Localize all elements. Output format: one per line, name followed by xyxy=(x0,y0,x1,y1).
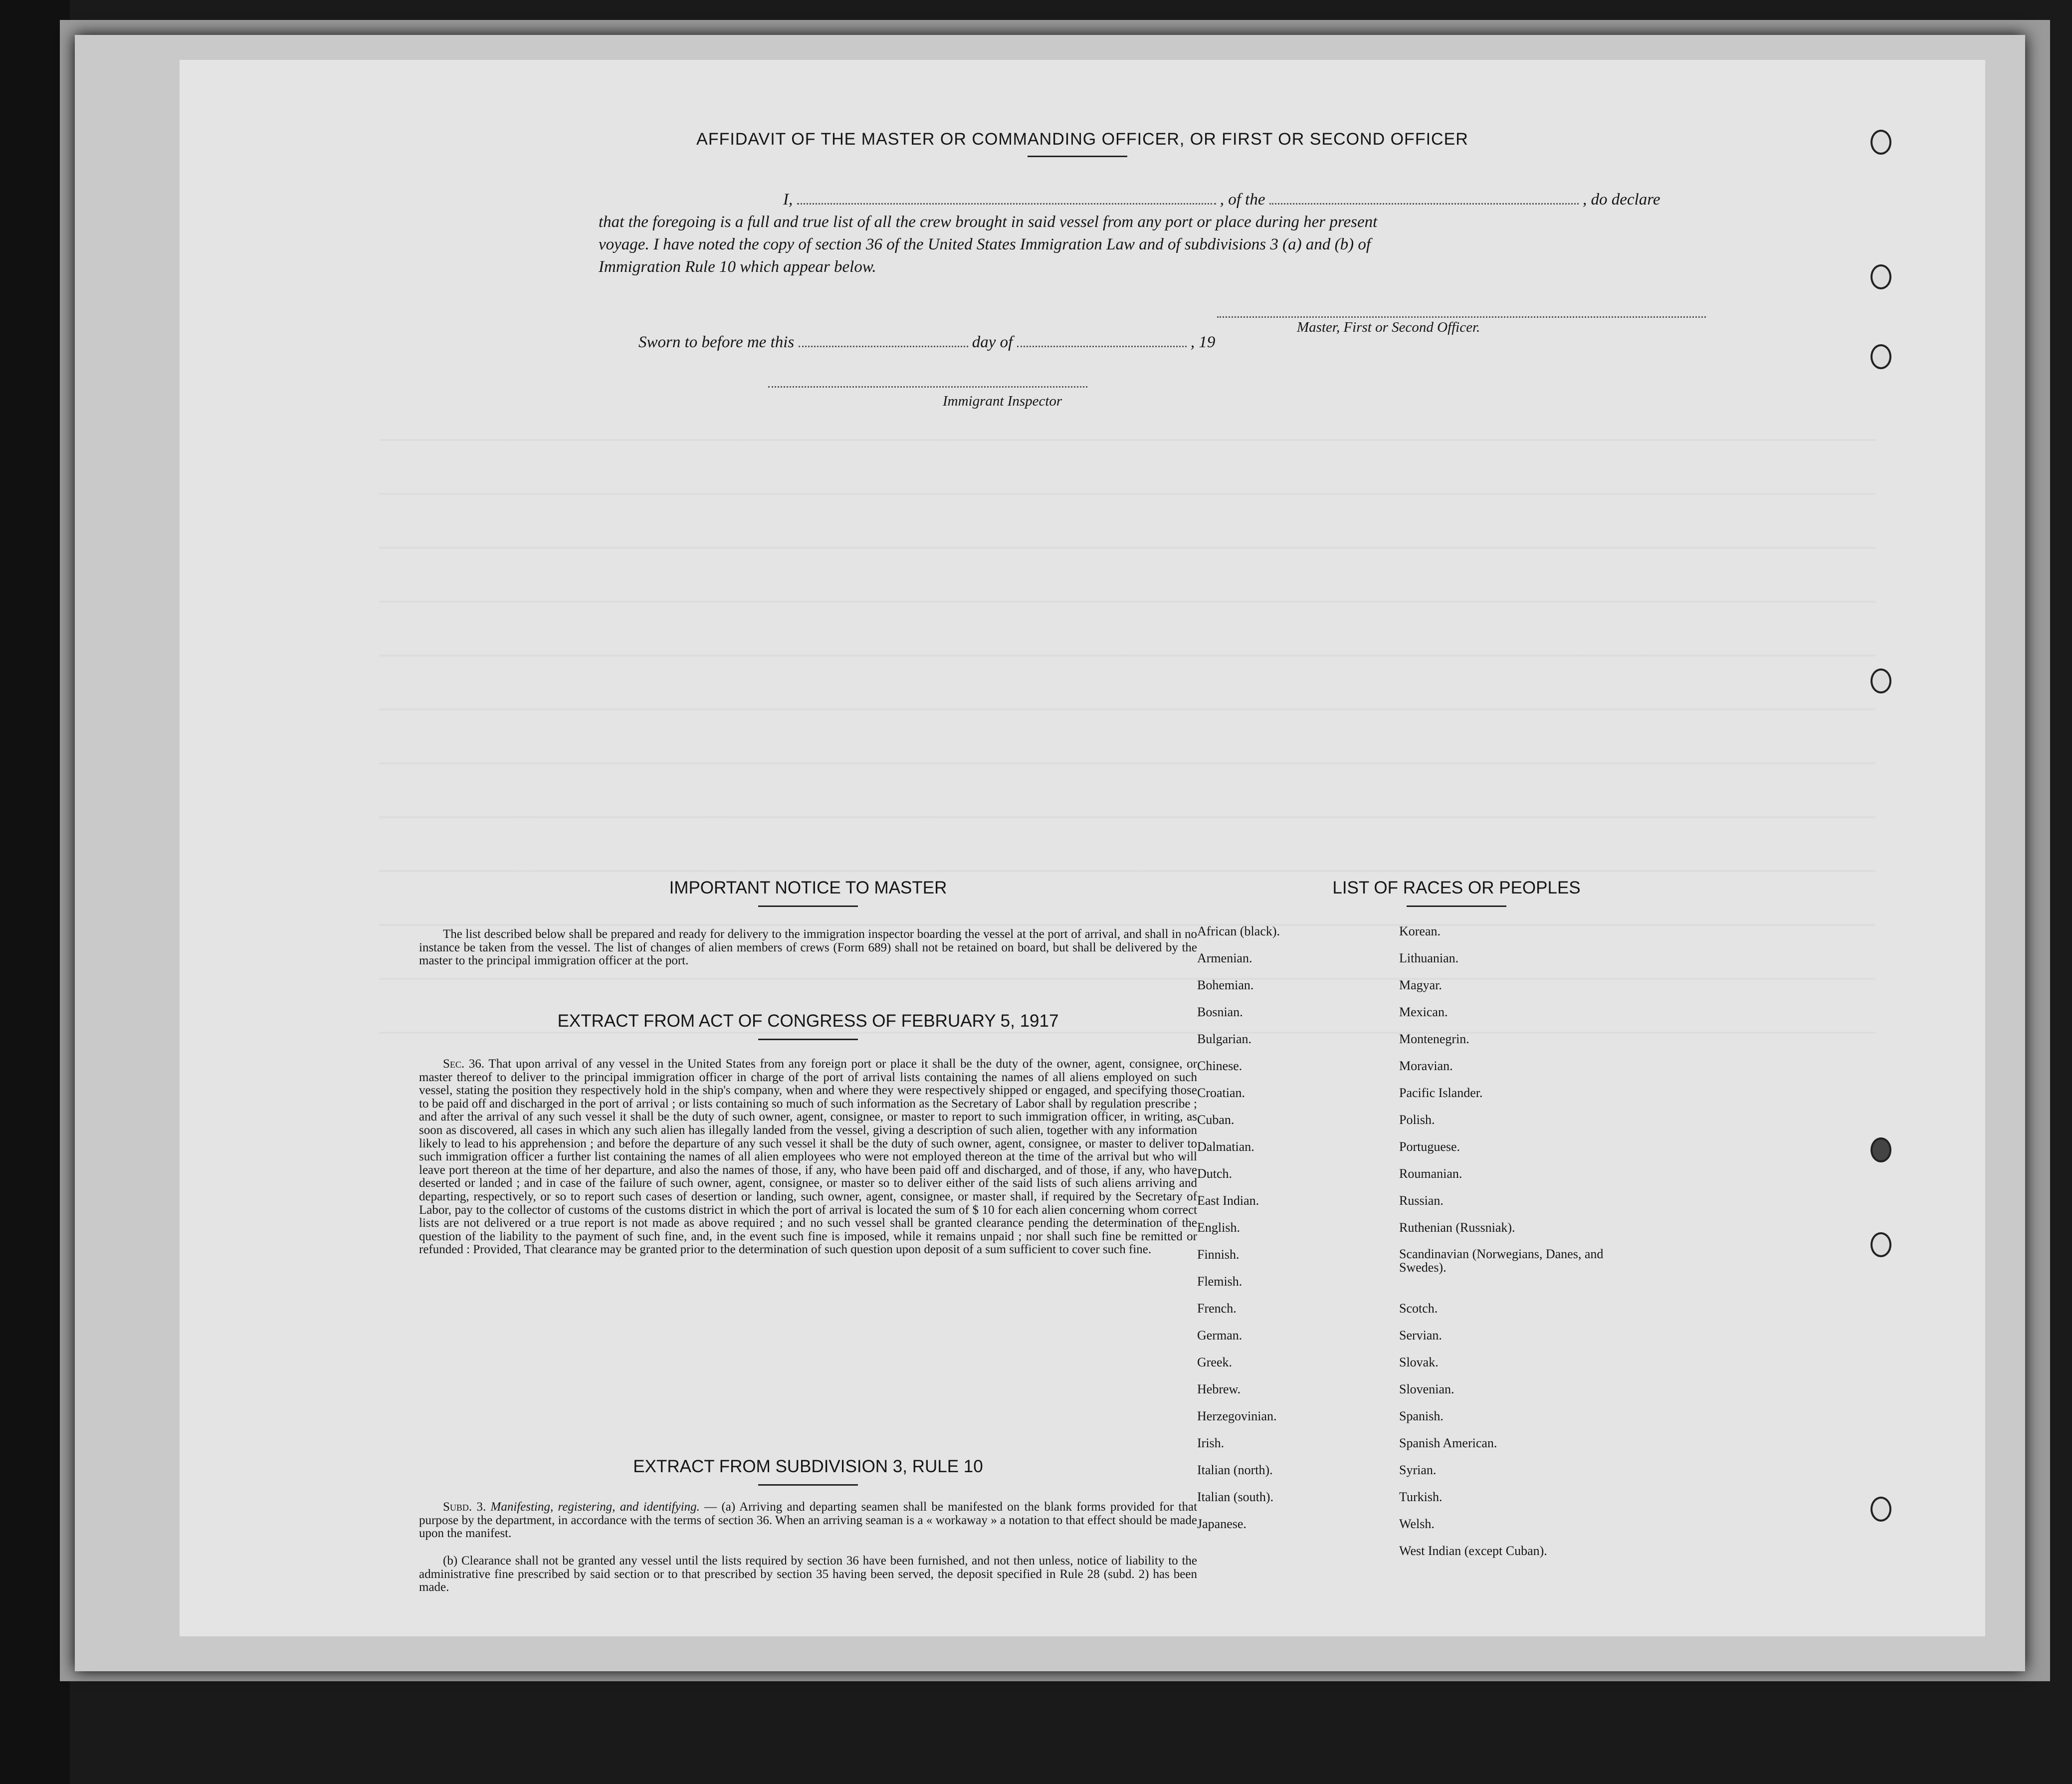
act-underline xyxy=(758,1039,858,1040)
race-item: Japanese. xyxy=(1197,1517,1246,1531)
act-text: That upon arrival of any vessel in the United States from any foreign port or place it shall be the duty of the owner, agent, consignee, or master thereof to deliver to the principal immigration officer in charge of the port of arrival lists containing the names of all aliens employed on such vessel, stating the position they respectively hold in the ship's company, when and where they were respectively shipped or engaged, and specifying those to be paid off and discharged in the port of arrival ; or lists containing so much of such information as the Secretary of Labor shall by regulation prescribe ; and after the arrival of any such vessel it shall be the duty of such owner, agent, consignee, or master to report to such immigration officer, in writing, as soon as discovered, all cases in which any such alien has illegally landed from the vessel, giving a description of such alien, together with any information likely to lead to his apprehension ; and before the departure of any such vessel it shall be the duty of such owner, agent, consignee, or master to deliver to such immigration officer a further list containing the names of all alien employees who were not employed thereon at the time of the arrival but who will leave port thereon at the time of her departure, and also the names of those, if any, who have been paid off and discharged, and of those, if any, who have deserted or landed ; and in case of the failure of such owner, agent, consignee, or master so to deliver either of the said lists of such aliens arriving and departing, respectively, or so to report such cases of desertion or landing, such owner, agent, consignee, or master shall, if required by the Secretary of Labor, pay to the collector of customs of the customs district in which the port of arrival is located the sum of $ 10 for each alien concerning whom correct lists are not delivered or a true report is not made as above required ; and no such vessel shall be granted clearance pending the determination of the question of the liability to the payment of such fine, and, in the event such fine is imposed, while it remains unpaid ; nor shall such fine be remitted or refunded : Provided, That clearance may be granted prior to the determination of such question upon deposit of a sum sufficient to cover such fine. xyxy=(419,1057,1197,1257)
race-item: Irish. xyxy=(1197,1436,1225,1450)
binder-hole xyxy=(1870,669,1891,693)
notice-title: IMPORTANT NOTICE TO MASTER xyxy=(669,878,947,897)
vessel-name-blank[interactable] xyxy=(1269,191,1579,205)
affidavit-line-4: Immigration Rule 10 which appear below. xyxy=(599,258,876,276)
scanner-edge xyxy=(0,0,70,1784)
race-item: Slovenian. xyxy=(1399,1382,1454,1396)
rule-subd-a xyxy=(419,1501,1197,1541)
race-item: Scotch. xyxy=(1399,1301,1438,1316)
race-item: Finnish. xyxy=(1197,1247,1240,1262)
race-item: Flemish. xyxy=(1197,1274,1243,1289)
race-item: Mexican. xyxy=(1399,1005,1448,1019)
act-section-36 xyxy=(419,1058,1197,1257)
rule-underline xyxy=(758,1484,858,1486)
race-item: Magyar. xyxy=(1399,978,1442,992)
races-title: LIST OF RACES OR PEOPLES xyxy=(1332,878,1581,897)
subd-a-text: — (a) Arriving and departing seamen shall be manifested on the blank forms provided for that purpose by the department, in accordance with the terms of section 36. When an arriving seaman is a « workaway » a notation to that effect should be made upon the manifest. xyxy=(419,1500,1198,1541)
race-item: East Indian. xyxy=(1197,1193,1259,1208)
race-item: German. xyxy=(1197,1328,1243,1342)
race-item: Montenegrin. xyxy=(1399,1032,1469,1046)
binder-hole xyxy=(1870,1137,1891,1162)
race-item: Cuban. xyxy=(1197,1113,1235,1127)
notice-text: The list described below shall be prepared and ready for delivery to the immigration inspector boarding the vessel at the port of arrival, and shall in no instance be taken from the vessel. The list of changes of alien members of crews (Form 689) shall not be retained on board, but shall be delivered by the master to the principal immigration officer at the port. xyxy=(419,927,1197,968)
race-item: Dutch. xyxy=(1197,1166,1233,1181)
race-item: Croatian. xyxy=(1197,1086,1245,1100)
race-item: Welsh. xyxy=(1399,1517,1435,1531)
race-item: Greek. xyxy=(1197,1355,1233,1369)
race-item: Portuguese. xyxy=(1399,1139,1460,1154)
master-name-blank[interactable] xyxy=(797,191,1216,205)
race-item: Korean. xyxy=(1399,924,1441,938)
affidavit-line-3: voyage. I have noted the copy of section 36 of the United States Immigration Law and of subdivisions 3 (a) and (b) of xyxy=(599,235,1371,253)
race-item: Polish. xyxy=(1399,1113,1435,1127)
binder-hole xyxy=(1870,1497,1891,1522)
race-item: Slovak. xyxy=(1399,1355,1439,1369)
sworn-line xyxy=(638,333,1536,352)
subd-label: Subd. 3. xyxy=(443,1500,486,1514)
race-item: Moravian. xyxy=(1399,1059,1453,1073)
race-item: Roumanian. xyxy=(1399,1166,1462,1181)
title-underline xyxy=(1028,156,1127,157)
race-item: Bosnian. xyxy=(1197,1005,1243,1019)
race-item: Bulgarian. xyxy=(1197,1032,1252,1046)
race-item: Servian. xyxy=(1399,1328,1442,1342)
act-title: EXTRACT FROM ACT OF CONGRESS OF FEBRUARY 5, 1917 xyxy=(557,1011,1059,1031)
race-item: Lithuanian. xyxy=(1399,951,1459,965)
race-item: Syrian. xyxy=(1399,1463,1437,1477)
master-signature-blank[interactable] xyxy=(1217,304,1706,318)
rule-title: EXTRACT FROM SUBDIVISION 3, RULE 10 xyxy=(633,1457,983,1476)
race-item: Italian (north). xyxy=(1197,1463,1273,1477)
races-column-2 xyxy=(1399,924,1619,1570)
race-item: Scandinavian (Norwegians, Danes, and Swedes). xyxy=(1399,1247,1604,1275)
affidavit-line-2: that the foregoing is a full and true list of all the crew brought in said vessel from any port or place during her present xyxy=(599,213,1378,231)
race-item: English. xyxy=(1197,1220,1240,1235)
race-item: Italian (south). xyxy=(1197,1490,1274,1504)
inspector-signature-label: Immigrant Inspector xyxy=(943,393,1062,409)
year-text: , 19 xyxy=(1190,333,1216,351)
race-item: Turkish. xyxy=(1399,1490,1443,1504)
binder-hole xyxy=(1870,344,1891,369)
race-item: Chinese. xyxy=(1197,1059,1243,1073)
affidavit-i: I, xyxy=(783,191,793,209)
race-item: Ruthenian (Russniak). xyxy=(1399,1220,1515,1235)
race-item: Bohemian. xyxy=(1197,978,1254,992)
binder-hole xyxy=(1870,1232,1891,1257)
race-item: Russian. xyxy=(1399,1193,1444,1208)
day-of-text: day of xyxy=(972,333,1013,351)
master-signature-label: Master, First or Second Officer. xyxy=(1297,319,1480,335)
race-item: Herzegovinian. xyxy=(1197,1409,1277,1423)
affidavit-title: AFFIDAVIT OF THE MASTER OR COMMANDING OFFICER, OR FIRST OR SECOND OFFICER xyxy=(696,130,1468,149)
subd-heading: Manifesting, registering, and identifying. xyxy=(490,1500,700,1514)
sworn-day-blank[interactable] xyxy=(799,334,968,347)
race-item: African (black). xyxy=(1197,924,1280,938)
sworn-month-blank[interactable] xyxy=(1017,334,1187,347)
races-underline xyxy=(1407,905,1506,907)
binder-hole xyxy=(1870,264,1891,289)
race-item: Spanish. xyxy=(1399,1409,1444,1423)
affidavit-do-declare: , do declare xyxy=(1582,191,1660,209)
race-item: Dalmatian. xyxy=(1197,1139,1254,1154)
notice-underline xyxy=(758,905,858,907)
document-page xyxy=(180,60,1985,1636)
inspector-signature-blank[interactable] xyxy=(768,374,1087,388)
race-item: West Indian (except Cuban). xyxy=(1399,1544,1547,1558)
affidavit-of-the: , of the xyxy=(1220,191,1265,209)
race-item: Pacific Islander. xyxy=(1399,1086,1483,1100)
sec-label: Sec. 36. xyxy=(443,1057,485,1071)
rule-subd-b: (b) Clearance shall not be granted any vessel until the lists required by section 36 have been furnished, and not then unless, notice of liability to the administrative fine prescribed by said section or to that prescribed by section 35 having been served, the deposit specified in Rule 28 (subd. 2) has been made. xyxy=(419,1554,1197,1594)
race-item: French. xyxy=(1197,1301,1237,1316)
sworn-text: Sworn to before me this xyxy=(638,333,795,351)
race-item: Hebrew. xyxy=(1197,1382,1241,1396)
race-item: Spanish American. xyxy=(1399,1436,1497,1450)
races-column-1 xyxy=(1197,924,1342,1544)
race-item: Armenian. xyxy=(1197,951,1252,965)
affidavit-declaration-line xyxy=(599,191,1746,209)
